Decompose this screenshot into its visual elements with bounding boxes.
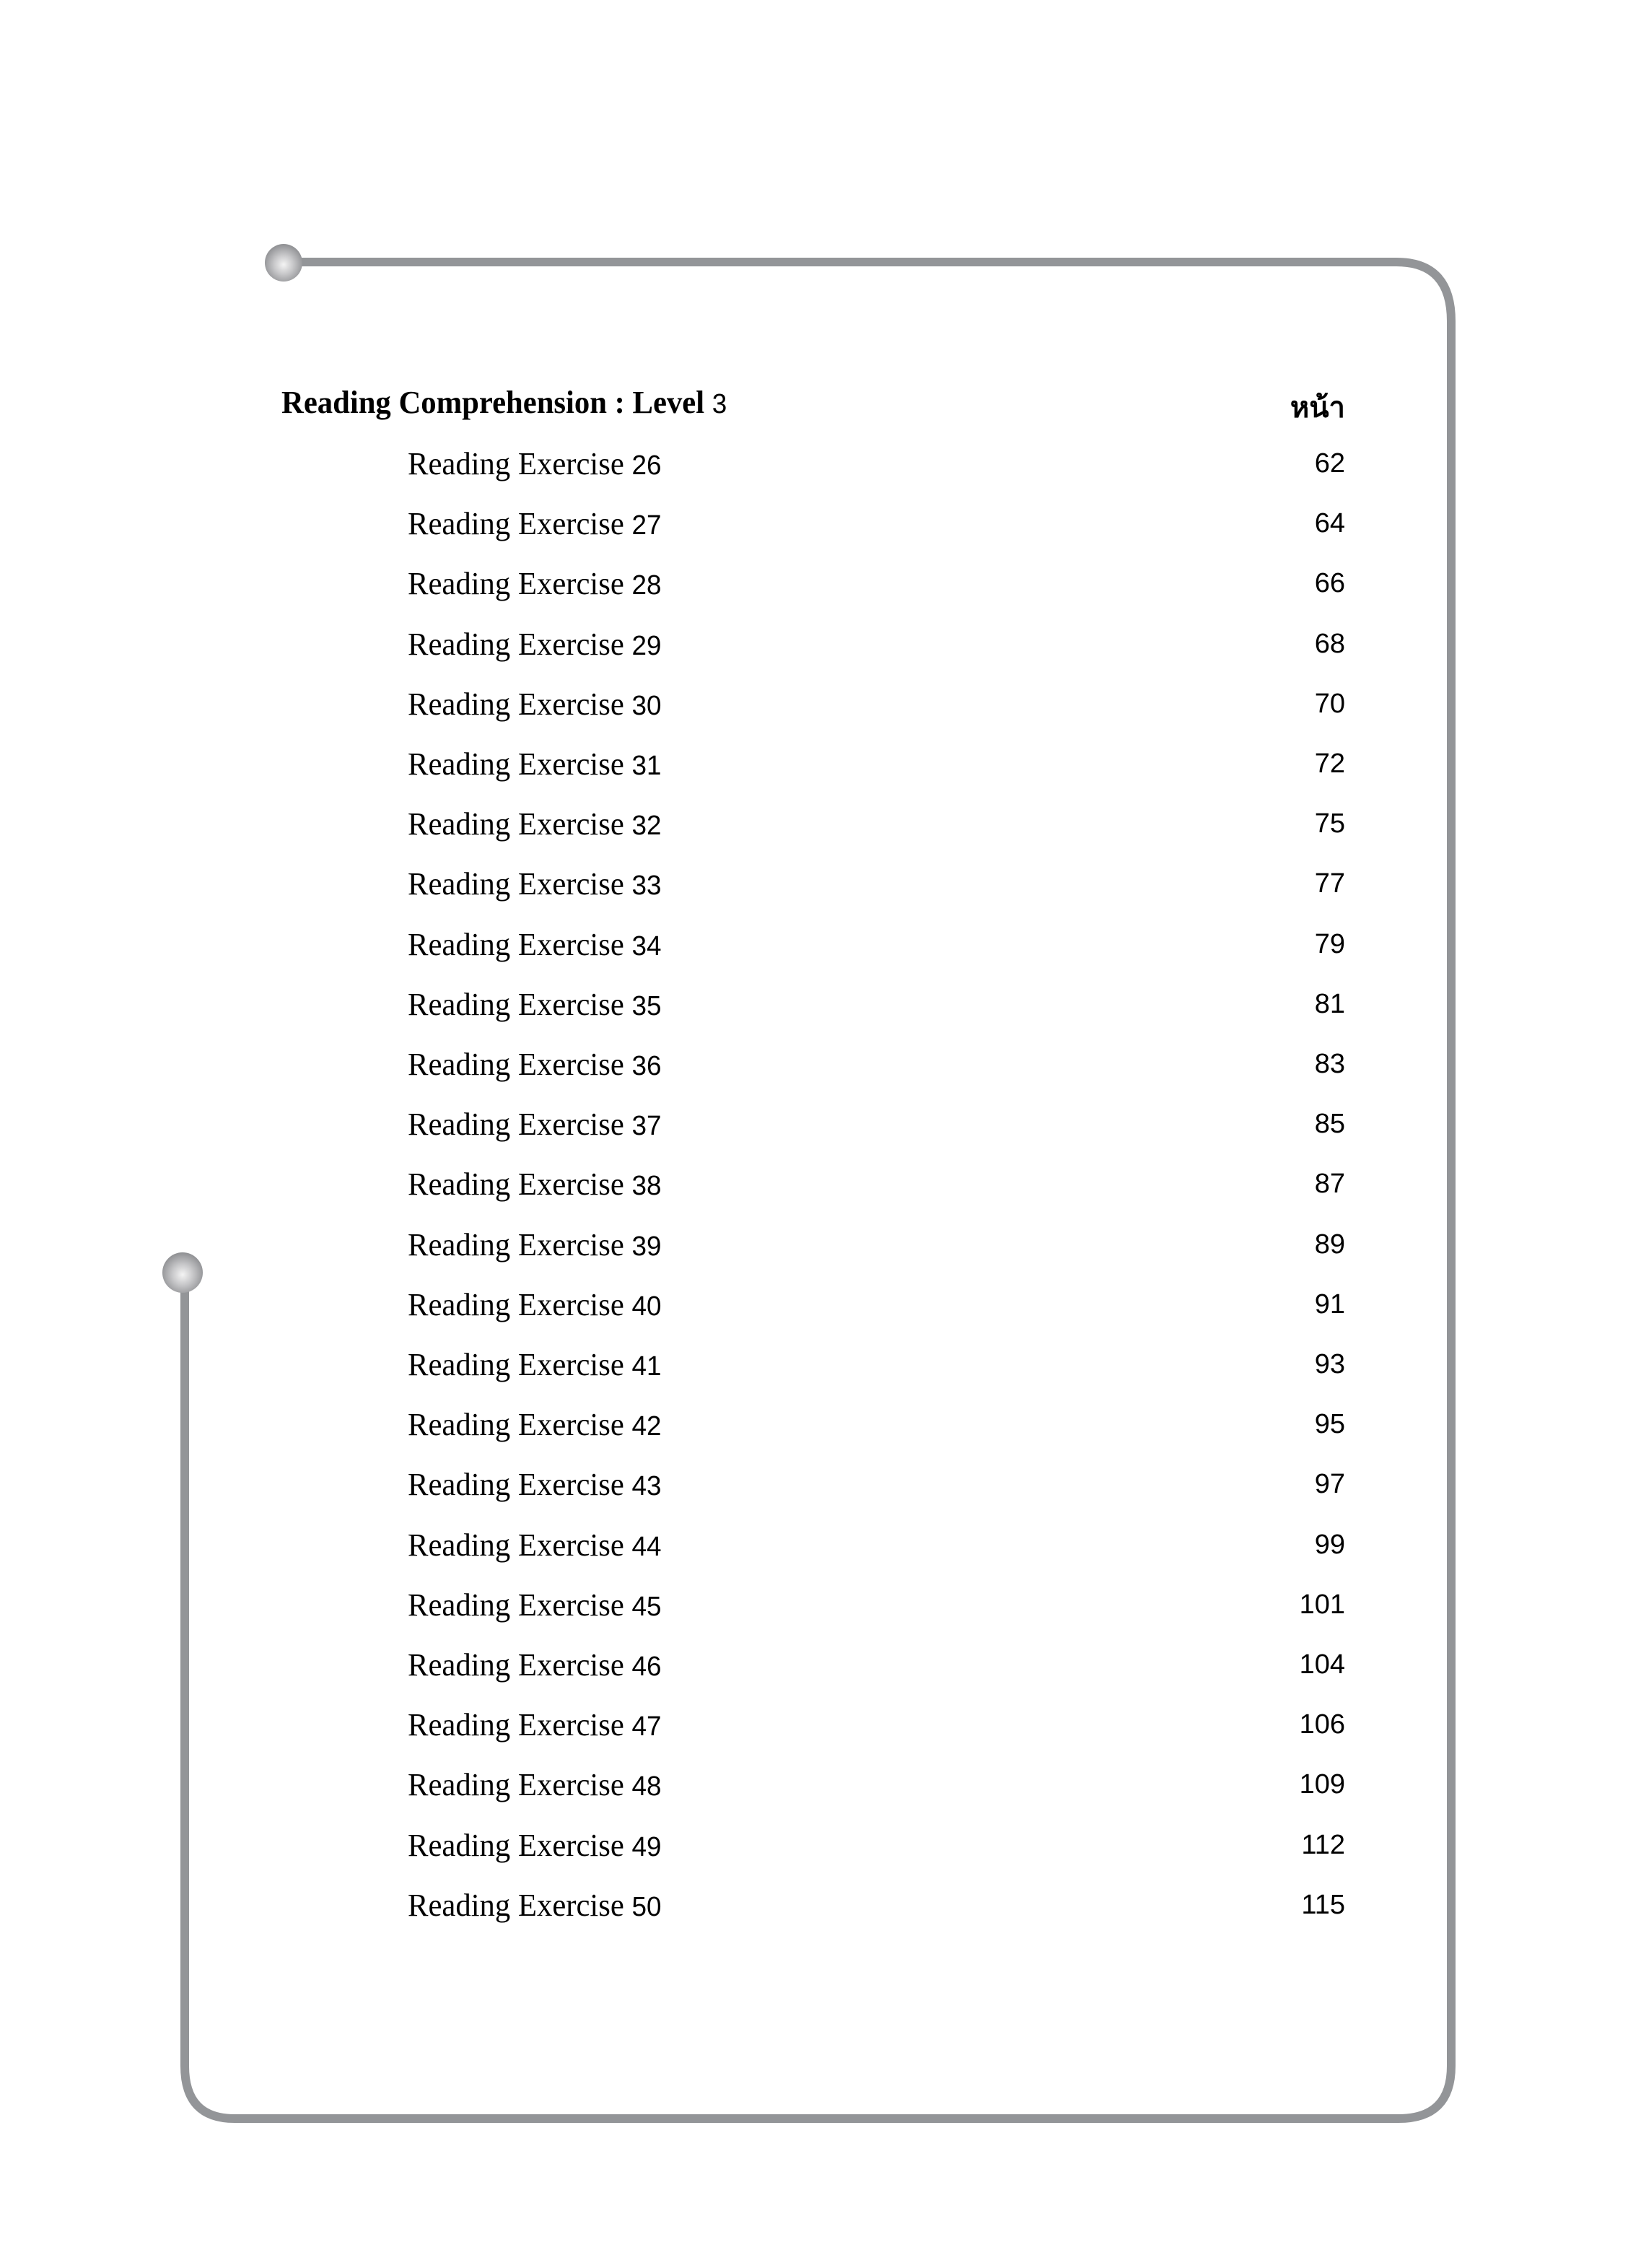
toc-entry-label	[408, 626, 662, 663]
toc-entry-label	[408, 1106, 662, 1143]
toc-entry-title: Reading Exercise	[408, 446, 624, 481]
toc-entry-title: Reading Exercise	[408, 1527, 624, 1563]
toc-entry-label	[408, 1706, 662, 1743]
toc-entry[interactable]	[408, 1166, 1345, 1209]
toc-entry[interactable]	[408, 986, 1345, 1029]
toc-entry-number: 50	[631, 1891, 662, 1922]
toc-entry-number: 44	[631, 1531, 662, 1562]
toc-entry-page-number: 89	[1314, 1229, 1345, 1260]
toc-entry-number: 32	[631, 811, 662, 842]
toc-entry[interactable]	[408, 1527, 1345, 1570]
toc-entry-title: Reading Exercise	[408, 1347, 624, 1382]
toc-entry-label	[408, 1166, 662, 1203]
toc-entry-title: Reading Exercise	[408, 1166, 624, 1203]
toc-entry-page-number: 70	[1314, 688, 1345, 719]
toc-entry[interactable]	[408, 865, 1345, 909]
toc-entry[interactable]	[408, 806, 1345, 849]
toc-entry-number: 46	[631, 1652, 662, 1682]
toc-entry[interactable]	[408, 445, 1345, 489]
toc-entry[interactable]	[408, 1647, 1345, 1690]
toc-entry-number: 48	[631, 1771, 662, 1802]
toc-entry-number: 37	[631, 1111, 662, 1142]
toc-entry-label	[408, 565, 662, 602]
toc-entry-number: 35	[631, 990, 662, 1021]
toc-entry[interactable]	[408, 1827, 1345, 1870]
toc-entry-title: Reading Exercise	[408, 566, 624, 602]
toc-entry-label	[408, 1587, 662, 1623]
toc-entry-number: 42	[631, 1411, 662, 1442]
toc-entry-page-number: 85	[1314, 1109, 1345, 1140]
toc-entry-page-number: 104	[1299, 1649, 1345, 1680]
toc-entry[interactable]	[408, 1706, 1345, 1750]
toc-entry-number: 47	[631, 1711, 662, 1743]
toc-entry-title: Reading Exercise	[408, 1286, 624, 1322]
toc-entry[interactable]	[408, 686, 1345, 729]
toc-entry-page-number: 81	[1314, 988, 1345, 1019]
toc-entry-page-number: 83	[1314, 1049, 1345, 1079]
toc-entry[interactable]	[408, 505, 1345, 549]
toc-entry-title: Reading Exercise	[408, 986, 624, 1022]
toc-entry-page-number: 112	[1301, 1829, 1345, 1860]
toc-entry-number: 43	[631, 1471, 662, 1502]
toc-entry-number: 49	[631, 1831, 662, 1862]
toc-entry-title: Reading Exercise	[408, 1047, 624, 1082]
toc-entry-title: Reading Exercise	[408, 806, 624, 842]
toc-entry-number: 29	[631, 630, 662, 661]
toc-entry-label	[408, 806, 662, 842]
toc-entry-page-number: 101	[1299, 1589, 1345, 1620]
toc-entry-page-number: 79	[1314, 928, 1345, 959]
toc-entry-number: 36	[631, 1051, 662, 1081]
section-title	[281, 384, 727, 421]
toc-entry[interactable]	[408, 1406, 1345, 1449]
toc-entry-label	[408, 926, 662, 963]
toc-entry-title: Reading Exercise	[408, 1767, 624, 1803]
toc-entry-label	[408, 1647, 662, 1683]
toc-entry-number: 26	[631, 450, 662, 481]
toc-entry-label	[408, 445, 662, 482]
toc-entry-title: Reading Exercise	[408, 1827, 624, 1863]
toc-entry[interactable]	[408, 1466, 1345, 1509]
toc-entry-title: Reading Exercise	[408, 1887, 624, 1923]
toc-entry-label	[408, 1766, 662, 1803]
toc-entry-title: Reading Exercise	[408, 1107, 624, 1143]
toc-entry-page-number: 93	[1314, 1349, 1345, 1379]
toc-entry-label	[408, 1226, 662, 1263]
toc-entry-page-number: 99	[1314, 1529, 1345, 1560]
toc-entry-label	[408, 986, 662, 1023]
toc-entry-title: Reading Exercise	[408, 1407, 624, 1443]
toc-entry-label	[408, 1406, 662, 1443]
toc-entry-label	[408, 746, 662, 782]
toc-entry-number: 27	[631, 510, 662, 541]
toc-entry-label	[408, 1887, 662, 1924]
toc-entry-page-number: 115	[1301, 1889, 1345, 1920]
toc-entry-number: 45	[631, 1591, 662, 1622]
toc-entry-label	[408, 686, 662, 723]
toc-entry[interactable]	[408, 626, 1345, 669]
toc-entry-page-number: 77	[1314, 868, 1345, 899]
toc-entry-title: Reading Exercise	[408, 1226, 624, 1262]
toc-entry-label	[408, 1827, 662, 1864]
toc-entry-page-number: 106	[1299, 1709, 1345, 1740]
toc-entry[interactable]	[408, 1346, 1345, 1390]
toc-entry-title: Reading Exercise	[408, 866, 624, 902]
toc-entry-page-number: 72	[1314, 749, 1345, 779]
toc-entry[interactable]	[408, 1226, 1345, 1270]
toc-entry-title: Reading Exercise	[408, 1587, 624, 1623]
toc-entry-page-number: 97	[1314, 1469, 1345, 1500]
page-column-label: หน้า	[1290, 391, 1345, 424]
toc-entry[interactable]	[408, 746, 1345, 789]
toc-entry[interactable]	[408, 1046, 1345, 1089]
toc-entry-number: 34	[631, 930, 662, 961]
section-title-text: Reading Comprehension : Level	[281, 385, 705, 420]
toc-entry-title: Reading Exercise	[408, 1647, 624, 1683]
toc-entry-number: 40	[631, 1291, 662, 1322]
toc-entry-number: 39	[631, 1231, 662, 1262]
toc-entry-page-number: 91	[1314, 1288, 1345, 1320]
toc-entry-page-number: 75	[1314, 808, 1345, 839]
toc-entry-label	[408, 1286, 662, 1323]
toc-entry-title: Reading Exercise	[408, 926, 624, 962]
toc-entry-number: 38	[631, 1171, 662, 1202]
toc-entry[interactable]	[408, 926, 1345, 969]
toc-entry-title: Reading Exercise	[408, 626, 624, 662]
toc-header	[281, 384, 1345, 435]
toc-entry-title: Reading Exercise	[408, 1707, 624, 1743]
toc-entry[interactable]	[408, 1587, 1345, 1630]
toc-entry-page-number: 95	[1314, 1409, 1345, 1440]
toc-entry-page-number: 66	[1314, 568, 1345, 599]
toc-entry[interactable]	[408, 1286, 1345, 1330]
section-level: 3	[712, 389, 727, 419]
toc-entry-label	[408, 1466, 662, 1503]
toc-entry-page-number: 62	[1314, 448, 1345, 479]
toc-entry-title: Reading Exercise	[408, 506, 624, 542]
toc-entry-label	[408, 505, 662, 542]
toc-entry-label	[408, 865, 662, 902]
toc-entry[interactable]	[408, 565, 1345, 609]
toc-entry-label	[408, 1527, 662, 1563]
toc-entry-number: 30	[631, 690, 662, 721]
toc-entry-title: Reading Exercise	[408, 686, 624, 722]
toc-entry[interactable]	[408, 1766, 1345, 1810]
toc-entry-title: Reading Exercise	[408, 746, 624, 782]
toc-entry-number: 33	[631, 871, 662, 902]
toc-entry-label	[408, 1346, 662, 1383]
toc-entry-page-number: 87	[1314, 1169, 1345, 1200]
toc-entry-number: 41	[631, 1351, 662, 1382]
toc-entry-page-number: 109	[1299, 1769, 1345, 1800]
toc-entry[interactable]	[408, 1106, 1345, 1149]
toc-entry[interactable]	[408, 1887, 1345, 1930]
toc-entry-number: 28	[631, 570, 662, 601]
toc-entry-page-number: 68	[1314, 628, 1345, 659]
toc-entry-number: 31	[631, 751, 662, 781]
toc-entry-page-number: 64	[1314, 508, 1345, 539]
toc-entry-title: Reading Exercise	[408, 1467, 624, 1503]
toc-entry-label	[408, 1046, 662, 1083]
